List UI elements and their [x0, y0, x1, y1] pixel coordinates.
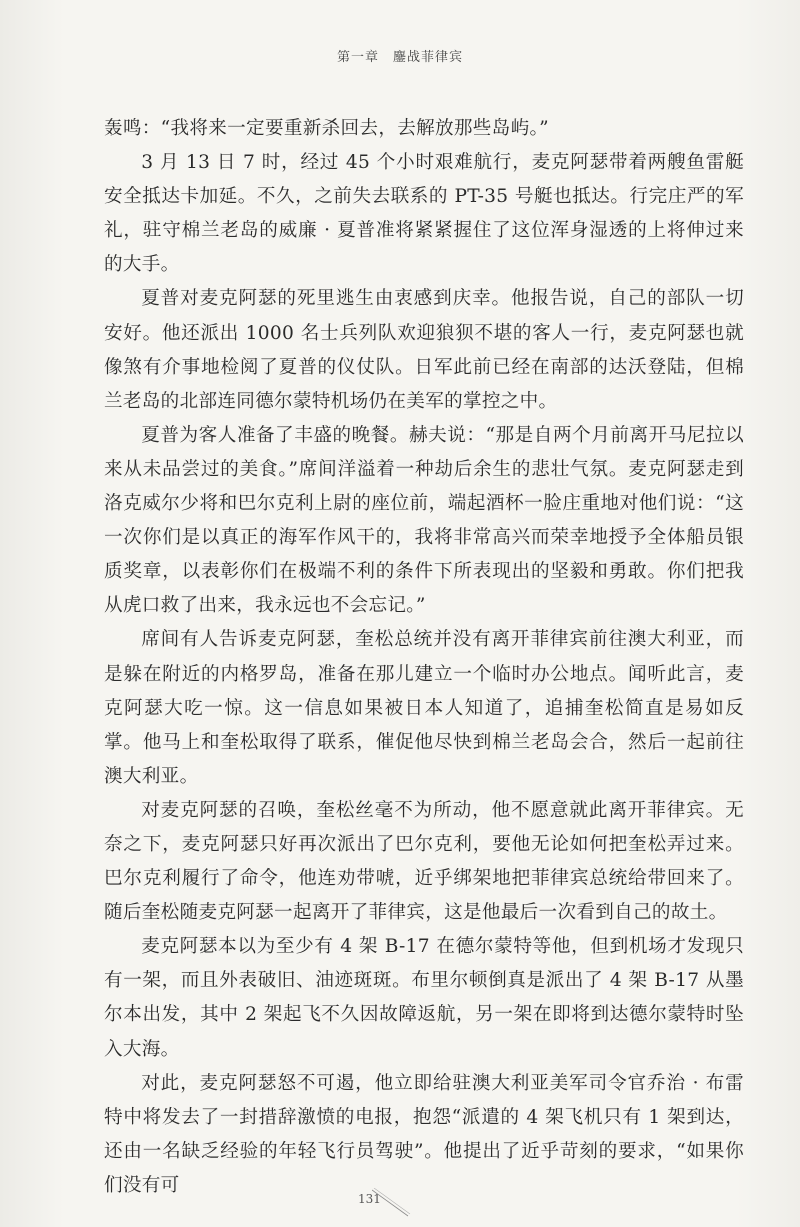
paragraph: 夏普对麦克阿瑟的死里逃生由衷感到庆幸。他报告说，自己的部队一切安好。他还派出 1000 名士兵列队欢迎狼狈不堪的客人一行，麦克阿瑟也就像煞有介事地检阅了夏普的仪仗队。日军此前已经在南部的达沃登陆，但棉兰老岛的北部连同德尔蒙特机场仍在美军的掌控之中。 [104, 288, 744, 412]
paragraph: 对麦克阿瑟的召唤，奎松丝毫不为所动，他不愿意就此离开菲律宾。无奈之下，麦克阿瑟只好再次派出了巴尔克利，要他无论如何把奎松弄过来。巴尔克利履行了命令，他连劝带唬，近乎绑架地把菲律宾总统给带回来了。随后奎松随麦克阿瑟一起离开了菲律宾，这是他最后一次看到自己的故土。 [104, 799, 744, 924]
paragraph: 夏普为客人准备了丰盛的晚餐。赫夫说：“那是自两个月前离开马尼拉以来从未品尝过的美食。”席间洋溢着一种劫后余生的悲壮气氛。麦克阿瑟走到洛克威尔少将和巴尔克利上尉的座位前，端起酒杯一脸庄重地对他们说：“这一次你们是以真正的海军作风干的，我将非常高兴而荣幸地授予全体船员银质奖章，以表彰你们在极端不利的条件下所表现出的坚毅和勇敢。你们把我从虎口救了出来，我永远也不会忘记。” [104, 424, 744, 617]
page-number: 131 [358, 1192, 381, 1206]
paragraph: 3 月 13 日 7 时，经过 45 个小时艰难航行，麦克阿瑟带着两艘鱼雷艇安全抵达卡加延。不久，之前失去联系的 PT-35 号艇也抵达。行完庄严的军礼，驻守棉兰老岛的威廉 · 夏普准将紧紧握住了这位浑身湿透的上将伸过来的大手。 [104, 152, 744, 276]
page-footer [0, 1188, 800, 1218]
body-text [104, 112, 744, 1203]
paragraph: 轰鸣：“我将来一定要重新杀回去，去解放那些岛屿。” [104, 118, 549, 139]
chapter-number: 第一章 [336, 50, 379, 65]
paragraph: 对此，麦克阿瑟怒不可遏，他立即给驻澳大利亚美军司令官乔治 · 布雷特中将发去了一封措辞激愤的电报，抱怨“派遣的 4 架飞机只有 1 架到达，还由一名缺乏经验的年轻飞行员驾驶”。他提出了近乎苛刻的要求，“如果你们没有可 [104, 1072, 744, 1196]
paragraph: 麦克阿瑟本以为至少有 4 架 B-17 在德尔蒙特等他，但到机场才发现只有一架，而且外表破旧、油迹斑斑。布里尔顿倒真是派出了 4 架 B-17 从墨尔本出发，其中 2 架起飞不久因故障返航，另一架在即将到达德尔蒙特时坠入大海。 [104, 936, 744, 1060]
paragraph: 席间有人告诉麦克阿瑟，奎松总统并没有离开菲律宾前往澳大利亚，而是躲在附近的内格罗岛，准备在那儿建立一个临时办公地点。闻听此言，麦克阿瑟大吃一惊。这一信息如果被日本人知道了，追捕奎松简直是易如反掌。他马上和奎松取得了联系，催促他尽快到棉兰老岛会合，然后一起前往澳大利亚。 [104, 629, 744, 787]
fold-line-mark [372, 1188, 412, 1218]
running-header [0, 46, 800, 65]
chapter-title: 鏖战菲律宾 [393, 50, 464, 65]
